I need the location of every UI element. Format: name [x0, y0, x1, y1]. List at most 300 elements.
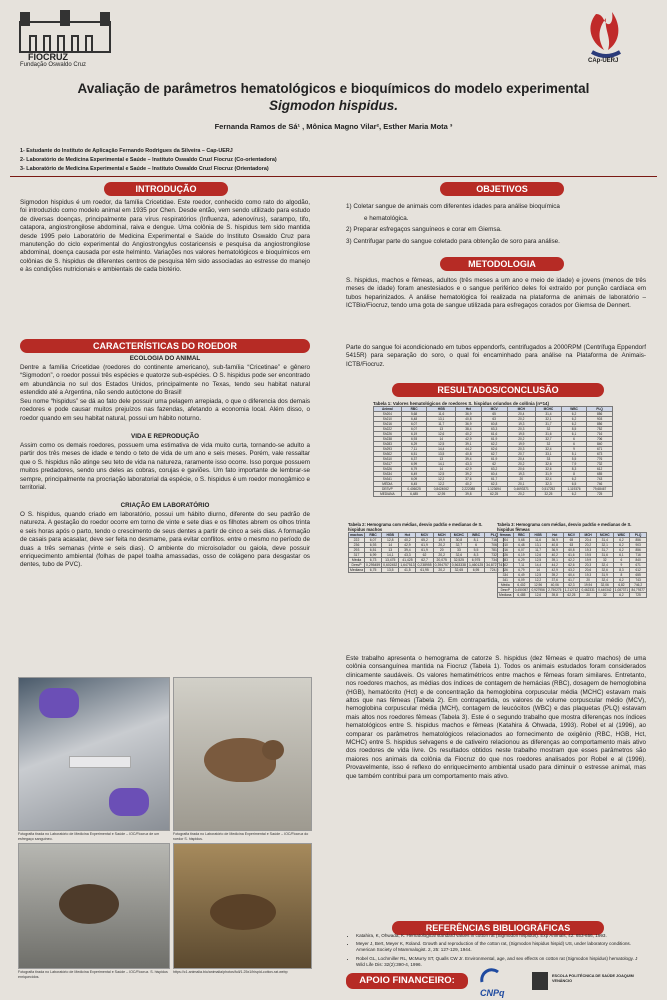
table-header-cell: MCH	[580, 533, 597, 538]
table-cell: 30,8	[450, 538, 467, 543]
table-cell: 44,2	[456, 447, 482, 452]
table-cell: 0,462331	[581, 588, 595, 592]
table-cell: 856	[630, 538, 647, 543]
photo-blood-smear	[18, 677, 170, 831]
table-header-cell: Hct	[399, 533, 416, 538]
table-cell: 856	[587, 422, 613, 427]
table-cell: 0,602452	[383, 563, 398, 567]
photo-caption-1: Fotografia tirada no Laboratório de Medicina Experimental e Saúde – IOC/Fiocruz de um esfregaço sanguíneo.	[18, 832, 160, 841]
objetivo-2: 2) Preparar esfregaços sanguíneos e corar em Giemsa.	[346, 226, 502, 233]
table-cell: 746	[587, 482, 613, 487]
table-cell: 326	[498, 568, 514, 573]
table-cell: 32,4	[596, 578, 613, 583]
table-cell: 32	[536, 427, 562, 432]
table-cell: Média	[349, 558, 365, 563]
table-cell: 42,9	[546, 568, 563, 573]
table-cell: 63,2	[481, 467, 507, 472]
table-cell: 216	[498, 548, 514, 553]
table-cell: 61,95	[416, 568, 433, 573]
table-cell: 6,93	[401, 437, 427, 442]
table-cell: 63,3	[481, 427, 507, 432]
table-2	[348, 532, 504, 573]
table-1-title: Tabela 1: Valores hematológicos de roedores S. hispidus oriundos de colônia (n=14)	[373, 401, 549, 406]
table-cell: 732	[485, 553, 504, 558]
table-header-cell: RBC	[365, 533, 382, 538]
table-cell: 725	[630, 593, 647, 598]
table-cell: Sh283	[374, 442, 402, 447]
title-line-2: Sigmodon hispidus.	[269, 98, 398, 113]
table-cell: 13,5	[382, 568, 399, 573]
affiliation-3: 3- Laboratório de Medicina Experimental e Saúde – Instituto Oswaldo Cruz/ Fiocruz (Orientadora)	[20, 166, 269, 172]
table-cell: 226	[498, 553, 514, 558]
table-cell: 840	[630, 558, 647, 563]
table-cell: 37,6	[546, 578, 563, 583]
table-cell: 62,2	[481, 442, 507, 447]
table-cell: 840	[587, 442, 613, 447]
table-cell: 6,2	[613, 538, 630, 543]
criacao-text: O S. hispidus, quando criado em laboratório, possui um hábito diurno, diferente do seu padrão de natureza. A gestação do roedor ocorre em torno de vinte e sete dias e os filhotes abrem os olhos trinta e seis horas após o parto, tendo o crescimento de seus dentes a partir de cinco a seis dias. A formação de casais para acasalar, deve ser feita no desmame, para evitar conflitos. entre o mesmo no período de duas a três semanas (vinte e seis dias). O ambiente do microisolador ou gaiola, deve possuir enriquecimento ambiental (folhas de papel toalha amassadas, osso de colágeno para desgastar os dentes, tubo de PVC).	[20, 511, 310, 569]
table-cell: 20,2	[507, 462, 536, 467]
resultados-text: Este trabalho apresenta o hemograma de catorze S. hispidus (dez fêmeas e quatro machos) de uma colônia consanguínea mantida na Fiocruz (Tabela 1). Todos os animais estudados foram considerados clinicamente saudáveis. Os valores hematimétricos entre machos e fêmeas foram similares. Entretanto, nos roedores machos, as médias dos índices de contagem de hemácias (RBC), dosagem de hemoglobina (HGB), hematócrito (Hct) e de concentração da hemoglobina corpuscular média (MCHC) estavam mais altos que nas fêmeas (Tabela 2). Em contrapartida, os valores de volume corpuscular médio (MCV), hemoglobina corpuscular média (MCH), contagem de leucócitos (WBC) e das plaquetas (PLQ) estavam mais altos nos roedores fêmeas (Tabela 3). Este é o segundo trabalho que mostra diferenças nos índices hematológicos entre S. hispidus machos e fêmeas (Katahira & Ohwada, 1993). Robel et al (1996), ao comparar os parâmetros hematológicos relacionados ao fornecimento de oxigênio (RBC, HGB, Hct, MCHC) entre S. hispidus selvagens e de cativeiro relacionou as diferenças ao comportamento mais ativo dos roedores de vida livre. Os resultados obtidos neste trabalho mostram que esses parâmetros são maiores nos animais da colônia da Fiocruz do que nos roedores analisados por Robel e al (1996). Provavelmente, isso é reflexo do enriquecimento ambiental usado para diminuir o estresse animal, mas que também contribui para um comportamento mais ativo.	[346, 655, 646, 780]
table-cell: 8	[561, 472, 586, 477]
table-cell: 33	[450, 548, 467, 553]
table-cell: 6,975	[467, 558, 484, 563]
table-cell: Sh293	[374, 447, 402, 452]
referencias-heading: REFERÊNCIAS BIBLIOGRÁFICAS	[392, 921, 604, 935]
photo-rodent-lab	[173, 677, 312, 831]
table-cell: 1,460125	[468, 563, 484, 567]
affiliation-2: 2- Laboratório de Medicina Experimental e Saúde – Instituto Oswaldo Cruz/ Fiocruz (Co-orientadora)	[20, 157, 277, 163]
table-cell: 671	[630, 563, 647, 568]
table-cell: 32,65	[450, 568, 467, 573]
table-cell: 20,1	[507, 482, 536, 487]
glove-hand-shape-2	[109, 788, 149, 816]
table-cell: 20,2	[507, 492, 536, 497]
table-cell: 9	[613, 563, 630, 568]
table-cell: 60,8	[481, 422, 507, 427]
table-cell: 2,750275	[548, 588, 562, 592]
table-cell: 293	[349, 548, 365, 553]
table-cell: 2,222088	[456, 487, 482, 492]
table-cell: 612	[630, 568, 647, 573]
table-header-cell: PLQ	[587, 407, 613, 412]
table-cell: 62,3	[481, 482, 507, 487]
table-cell: 6	[561, 437, 586, 442]
table-row	[498, 588, 647, 593]
table-cell: 20,2	[433, 568, 450, 573]
cnpq-arc-icon	[480, 968, 500, 984]
referencia-3: • Robel GL, Lochmiller RL, McMurry ST, Qualls CW Jr. Environmental, age, and sex effects on cotton rat (Sigmodon hispidus) hematology. J Wild Life Dis: 32(2):390-4, 1996.	[356, 956, 641, 968]
table-1	[373, 406, 613, 497]
table-header-cell: RBC	[401, 407, 427, 412]
table-cell: 38,4	[456, 427, 482, 432]
table-cell: 13,475	[382, 558, 399, 563]
table-cell: 222	[349, 538, 365, 543]
vida-subheading: VIDA E REPRODUÇÃO	[131, 433, 199, 440]
table-cell: 655	[587, 472, 613, 477]
table-cell: Sh216	[374, 422, 402, 427]
table-row	[349, 563, 504, 568]
table-3-block	[497, 522, 647, 598]
photo-caption-3: Fotografia tirada no Laboratório de Medicina Experimental e Saúde – IOC/Fiocruz. S. hispidus enriquecidos.	[18, 970, 168, 979]
table-cell: 40,8	[456, 452, 482, 457]
table-cell: 43,3	[399, 553, 416, 558]
table-cell: Sh341	[374, 477, 402, 482]
rodent-body-shape-2	[59, 884, 119, 924]
table-cell: 62,2	[563, 558, 580, 563]
table-cell: 11,6	[427, 412, 456, 417]
table-cell: 32,1	[536, 417, 562, 422]
table-cell: 33,1	[536, 452, 562, 457]
table-header-cell: Animal	[374, 407, 402, 412]
table-cell: 63	[563, 543, 580, 548]
table-cell: 39,2	[546, 573, 563, 578]
table-cell: 19,94	[580, 583, 597, 588]
table-cell: Mediana	[499, 593, 512, 597]
table-cell: 6,2	[561, 417, 586, 422]
table-cell: 6	[467, 543, 484, 548]
table-cell: 20,2	[433, 553, 450, 558]
table-cell: 671	[587, 447, 613, 452]
table-cell: 13	[427, 427, 456, 432]
table-cell: 8	[613, 573, 630, 578]
table-cell: Sh204	[374, 412, 402, 417]
table-cell: 31,6	[596, 553, 613, 558]
table-1-block	[373, 401, 613, 497]
epsjv-logo	[532, 972, 650, 992]
table-header-cell: HGB	[530, 533, 547, 538]
table-cell: 32,4	[596, 563, 613, 568]
table-cell: 40,2	[546, 553, 563, 558]
table-cell: 12,5	[530, 573, 547, 578]
table-cell: 6,07	[401, 427, 427, 432]
table-cell: 6,49	[513, 573, 530, 578]
table-cell: 20,2	[507, 417, 536, 422]
table-cell: 8,5	[561, 427, 586, 432]
table-cell: 20,075	[433, 558, 450, 563]
title-line-1: Avaliação de parâmetros hematológicos e bioquímicos do modelo experimental	[77, 81, 590, 96]
table-cell: 6,09	[513, 578, 530, 583]
table-cell: 31,7	[536, 422, 562, 427]
table-cell: 19,3	[580, 573, 597, 578]
table-row	[349, 568, 504, 573]
table-header-cell: MCH	[507, 407, 536, 412]
table-header-cell: MCHC	[450, 533, 467, 538]
table-cell: 6,402	[513, 583, 530, 588]
table-header-cell: HGB	[427, 407, 456, 412]
table-cell: 903	[630, 543, 647, 548]
table-cell: 734	[485, 558, 504, 563]
table-cell: 6,07	[365, 538, 382, 543]
table-cell: 732	[587, 462, 613, 467]
table-cell: 20,4	[507, 412, 536, 417]
table-header-cell: MCHC	[596, 533, 613, 538]
table-cell: 6,99	[401, 462, 427, 467]
table-cell: 6,51	[401, 452, 427, 457]
table-cell: 32,525	[450, 558, 467, 563]
table-cell: 334	[498, 573, 514, 578]
table-cell: 6,48	[401, 417, 427, 422]
table-cell: DesvP	[498, 588, 514, 593]
table-cell: 7,11	[401, 447, 427, 452]
table-cell: 39,4	[399, 548, 416, 553]
table-cell: 0,406025	[401, 487, 427, 492]
table-cell: 6,2	[613, 548, 630, 553]
table-cell: 40,8	[546, 543, 563, 548]
table-cell: 33	[536, 457, 562, 462]
criacao-subheading: CRIAÇÃO EM LABORATÓRIO	[120, 502, 210, 509]
table-cell: 20,3	[507, 427, 536, 432]
table-cell: 283	[498, 558, 514, 563]
table-cell: 20	[580, 593, 597, 598]
table-2-block	[348, 522, 503, 573]
table-row	[374, 492, 613, 497]
table-cell: 12,6	[530, 593, 547, 598]
table-cell: 12,8	[382, 538, 399, 543]
table-cell: 8,3	[613, 568, 630, 573]
table-cell: 32,1	[596, 543, 613, 548]
table-cell: 716	[630, 553, 647, 558]
table-cell: 7,11	[513, 563, 530, 568]
resultados-heading: RESULTADOS/CONCLUSÃO	[392, 383, 604, 397]
table-cell: 20,3	[580, 563, 597, 568]
table-cell: 1,212712	[564, 588, 579, 592]
table-cell: Sh326	[374, 467, 402, 472]
table-cell: 725	[587, 492, 613, 497]
table-cell: 14	[427, 467, 456, 472]
vida-text: Assim como os demais roedores, possuem uma estimativa de vida muito curta, tornando-se adulto a partir dos três meses de idade e tendo o teto de vida de um ano e seis meses. Porém, vale ressaltar que o S. hispidus não atinge seu teto de vida na natureza, raramente isso ocorre. Isso porque possuem muitos predadores, sendo uns deles as cobras, corujas e gaviões. Um fato importante de lembrar-se sempre, principalmente na procriação laboratorial da espécie, o S. hispidus é um roedor monogâmico e territorial.	[20, 442, 310, 492]
fiocruz-subname: Fundação Oswaldo Cruz	[20, 62, 87, 68]
table-cell: 6,2	[613, 593, 630, 598]
table-cell: 32,4	[536, 477, 562, 482]
table-3-title: Tabela 3: Hemograma com médias, desvio padrão e medianas de S. hispidus fêmeas	[497, 522, 632, 532]
referencia-1: • Katahira, K, Ohwada, K. Hematological standard values in cotton rat (Sigmodon hispidus). Exp Animals, 42: 653-656, 1993.	[356, 933, 641, 939]
table-header-cell: PLQ	[485, 533, 504, 538]
table-cell: 40,06	[546, 583, 563, 588]
table-cell: 776	[587, 457, 613, 462]
table-cell: 6,49	[401, 472, 427, 477]
table-cell: 8,1	[467, 538, 484, 543]
table-header-cell: MCHC	[536, 407, 562, 412]
table-cell: 6,1	[561, 432, 586, 437]
table-cell: 32,4	[536, 447, 562, 452]
ecologia-text: Dentre a família Cricetidae (roedores do continente americano), sub-família “Cricetinae” e gênero “Sigmodon”, o roedor possui três espécies e quatorze sub-espécies. O S. hispidus pode ser encontrado em abundância no sul dos Estados Unidos, principalmente no Texas, tendo seu habitat natural estendido até a Argentina, não sendo autóctone do Brasil!	[20, 364, 310, 397]
table-cell: 19,3	[580, 548, 597, 553]
table-cell: 20,4	[507, 457, 536, 462]
table-cell: MEDIANA	[374, 492, 402, 497]
table-cell: 6,5	[561, 482, 586, 487]
table-cell: 61,9	[481, 437, 507, 442]
table-cell: 6,485	[401, 492, 427, 497]
table-cell: 60,4	[481, 472, 507, 477]
table-cell: 6,37	[401, 457, 427, 462]
table-header-cell: fêmeas	[498, 533, 514, 538]
table-cell: 36,9	[546, 548, 563, 553]
table-cell: 317	[349, 553, 365, 558]
table-cell: 6,07	[401, 422, 427, 427]
table-cell: 61,6	[481, 432, 507, 437]
table-cell: 6,2	[613, 543, 630, 548]
fiocruz-logo	[10, 8, 120, 70]
cnpq-name: CNPq	[480, 988, 505, 998]
table-cell: 5,68	[401, 412, 427, 417]
table-cell: 14	[382, 543, 399, 548]
table-cell: 32,6	[450, 553, 467, 558]
table-cell: 32	[596, 593, 613, 598]
table-cell: 39,1	[546, 558, 563, 563]
table-cell: 65,2	[416, 538, 433, 543]
ecologia-subheading: ECOLOGIA DO ANIMAL	[129, 355, 201, 362]
metodologia-text-2: Parte do sangue foi acondicionado em tubos eppendorfs, centrifugados a 2000RPM (Centrífuga Eppendorf 5415R) para separação do soro, o qual foi encaminhado para análise na Plataforma de Animais-ICTB/Fiocruz.	[346, 344, 646, 368]
table-cell: 6,29	[401, 442, 427, 447]
table-cell: 19,5	[507, 432, 536, 437]
table-cell: 12,5	[427, 472, 456, 477]
table-cell: 12,2	[427, 482, 456, 487]
table-cell: Sh226	[374, 432, 402, 437]
glove-hand-shape	[39, 688, 79, 718]
table-cell: 11,6	[530, 538, 547, 543]
table-cell: 14,1	[382, 553, 399, 558]
epsjv-mark-icon	[532, 972, 548, 990]
table-cell: 62,7	[481, 452, 507, 457]
ecologia-text-2: Seu nome “hispidus” se dá ao fato dele possuir uma pelagem arrepiada, o que o diferencia dos demais roedores e pode causar muitos prejuízos nas fazendas, afetando a economia local. Além disso, o roedor quando em seu habitat natural, possui um hábito noturno.	[20, 398, 310, 422]
metodologia-heading: METODOLOGIA	[440, 257, 564, 271]
table-cell: 19,9	[580, 558, 597, 563]
table-cell: 5,68	[513, 538, 530, 543]
table-cell: 31,9	[596, 573, 613, 578]
table-cell: 39,8	[456, 492, 482, 497]
table-cell: 903	[587, 417, 613, 422]
table-cell: 6,485	[513, 593, 530, 598]
objetivo-1: 1) Coletar sangue de animais com diferentes idades para análise bioquímica	[346, 203, 560, 210]
table-cell: 6,75	[365, 568, 382, 573]
table-cell: 6	[613, 558, 630, 563]
table-cell: 31,7	[596, 548, 613, 553]
table-cell: 12,5	[427, 442, 456, 447]
table-header-cell: RBC	[513, 533, 530, 538]
table-cell: 19,3	[507, 472, 536, 477]
table-cell: 20,2	[507, 437, 536, 442]
table-cell: 0,927956	[531, 588, 545, 592]
table-cell: 6,19	[401, 432, 427, 437]
table-cell: 6,51	[365, 548, 382, 553]
affiliations	[20, 147, 277, 174]
table-cell: 12,2	[530, 578, 547, 583]
table-cell: 341	[498, 578, 514, 583]
fiocruz-name: FIOCRUZ	[28, 52, 68, 62]
table-cell: 36,9	[546, 538, 563, 543]
cap-uerj-name: CAp-UERJ	[588, 58, 619, 64]
table-cell: 13	[382, 548, 399, 553]
table-cell: 20	[433, 548, 450, 553]
objetivos-heading: OBJETIVOS	[440, 182, 564, 196]
table-cell: 6,73	[365, 558, 382, 563]
table-cell: 6,2	[561, 492, 586, 497]
table-cell: 60,8	[563, 548, 580, 553]
table-cell: 31,4	[536, 412, 562, 417]
header-divider	[10, 176, 657, 177]
table-cell: 20	[507, 477, 536, 482]
table-cell: 62,6	[563, 563, 580, 568]
table-cell: 40,2	[456, 482, 482, 487]
table-cell: 0,4693371	[507, 487, 536, 492]
table-cell: 36,9	[456, 422, 482, 427]
table-cell: 32,3	[536, 482, 562, 487]
referencias-list	[346, 933, 641, 970]
table-cell: 12,6	[530, 553, 547, 558]
table-cell: Média	[498, 583, 514, 588]
table-cell: 20,3	[507, 447, 536, 452]
table-cell: 31,9	[536, 472, 562, 477]
table-cell: 62,6	[481, 447, 507, 452]
table-cell: Sh334	[374, 472, 402, 477]
cap-uerj-logo	[556, 6, 656, 68]
table-cell: 40,2	[456, 432, 482, 437]
table-cell: 14	[530, 568, 547, 573]
slide-shape	[69, 756, 131, 768]
table-cell: 14,1	[427, 462, 456, 467]
table-cell: 32	[536, 442, 562, 447]
table-cell: 856	[630, 548, 647, 553]
table-cell: 19,5	[580, 553, 597, 558]
table-cell: 612	[587, 467, 613, 472]
table-cell: 6,95	[467, 568, 484, 573]
table-cell: 32,25	[536, 492, 562, 497]
table-cell: 61,7	[481, 477, 507, 482]
table-cell: 6,2	[561, 477, 586, 482]
table-header-cell: machos	[350, 533, 363, 537]
table-cell: 6,93	[365, 543, 382, 548]
table-header-cell: MCV	[563, 533, 580, 538]
table-cell: 43,3	[456, 462, 482, 467]
intro-heading: INTRODUÇÃO	[104, 182, 228, 196]
table-cell: 14,4	[530, 563, 547, 568]
table-cell: 13,1	[427, 417, 456, 422]
table-cell: 1,647513	[400, 563, 415, 567]
table-cell: 31,4	[596, 538, 613, 543]
table-cell: 6,99	[365, 553, 382, 558]
caracteristicas-heading: CARACTERÍSTICAS DO ROEDOR	[20, 339, 310, 353]
table-cell: 60,4	[563, 573, 580, 578]
photo-caption-2: Fotografia tirada no Laboratório de Medicina Experimental e Saúde – IOC/Fiocruz do roedor S. hispidus.	[173, 832, 309, 841]
table-cell: 746,2	[630, 583, 647, 588]
table-cell: 61,6	[563, 553, 580, 558]
table-cell: 8,3	[561, 467, 586, 472]
table-cell: 14,4	[427, 447, 456, 452]
table-cell: 7,9	[561, 462, 586, 467]
table-cell: 706	[485, 543, 504, 548]
table-cell: 79,68467	[587, 487, 613, 492]
table-cell: 19,9	[433, 538, 450, 543]
table-cell: Mediana	[350, 568, 364, 572]
table-cell: 39,1	[456, 442, 482, 447]
table-cell: DesvP	[349, 563, 365, 568]
table-cell: Sh310	[374, 457, 402, 462]
table-cell: 6,1	[613, 553, 630, 558]
photo-rodents-enriched	[18, 843, 170, 969]
photo-caption-4: https://c1.animalia.bio/animalia/photos/full/1.25x1/hispid-cotton-rat.webp	[173, 970, 288, 974]
table-cell: 20,6	[507, 467, 536, 472]
objetivo-3: 3) Centrifugar parte do sangue coletado para obtenção de soro para análise.	[346, 237, 560, 245]
table-cell: 40,8	[456, 417, 482, 422]
table-cell: 6,2	[561, 412, 586, 417]
table-cell: 0,450057	[514, 588, 529, 592]
table-cell: 20,6	[580, 568, 597, 573]
table-cell: 84,79377	[631, 588, 645, 592]
table-cell: 1,087371	[614, 588, 629, 592]
table-cell: 236	[349, 543, 365, 548]
table-cell: 0,517252	[536, 487, 562, 492]
